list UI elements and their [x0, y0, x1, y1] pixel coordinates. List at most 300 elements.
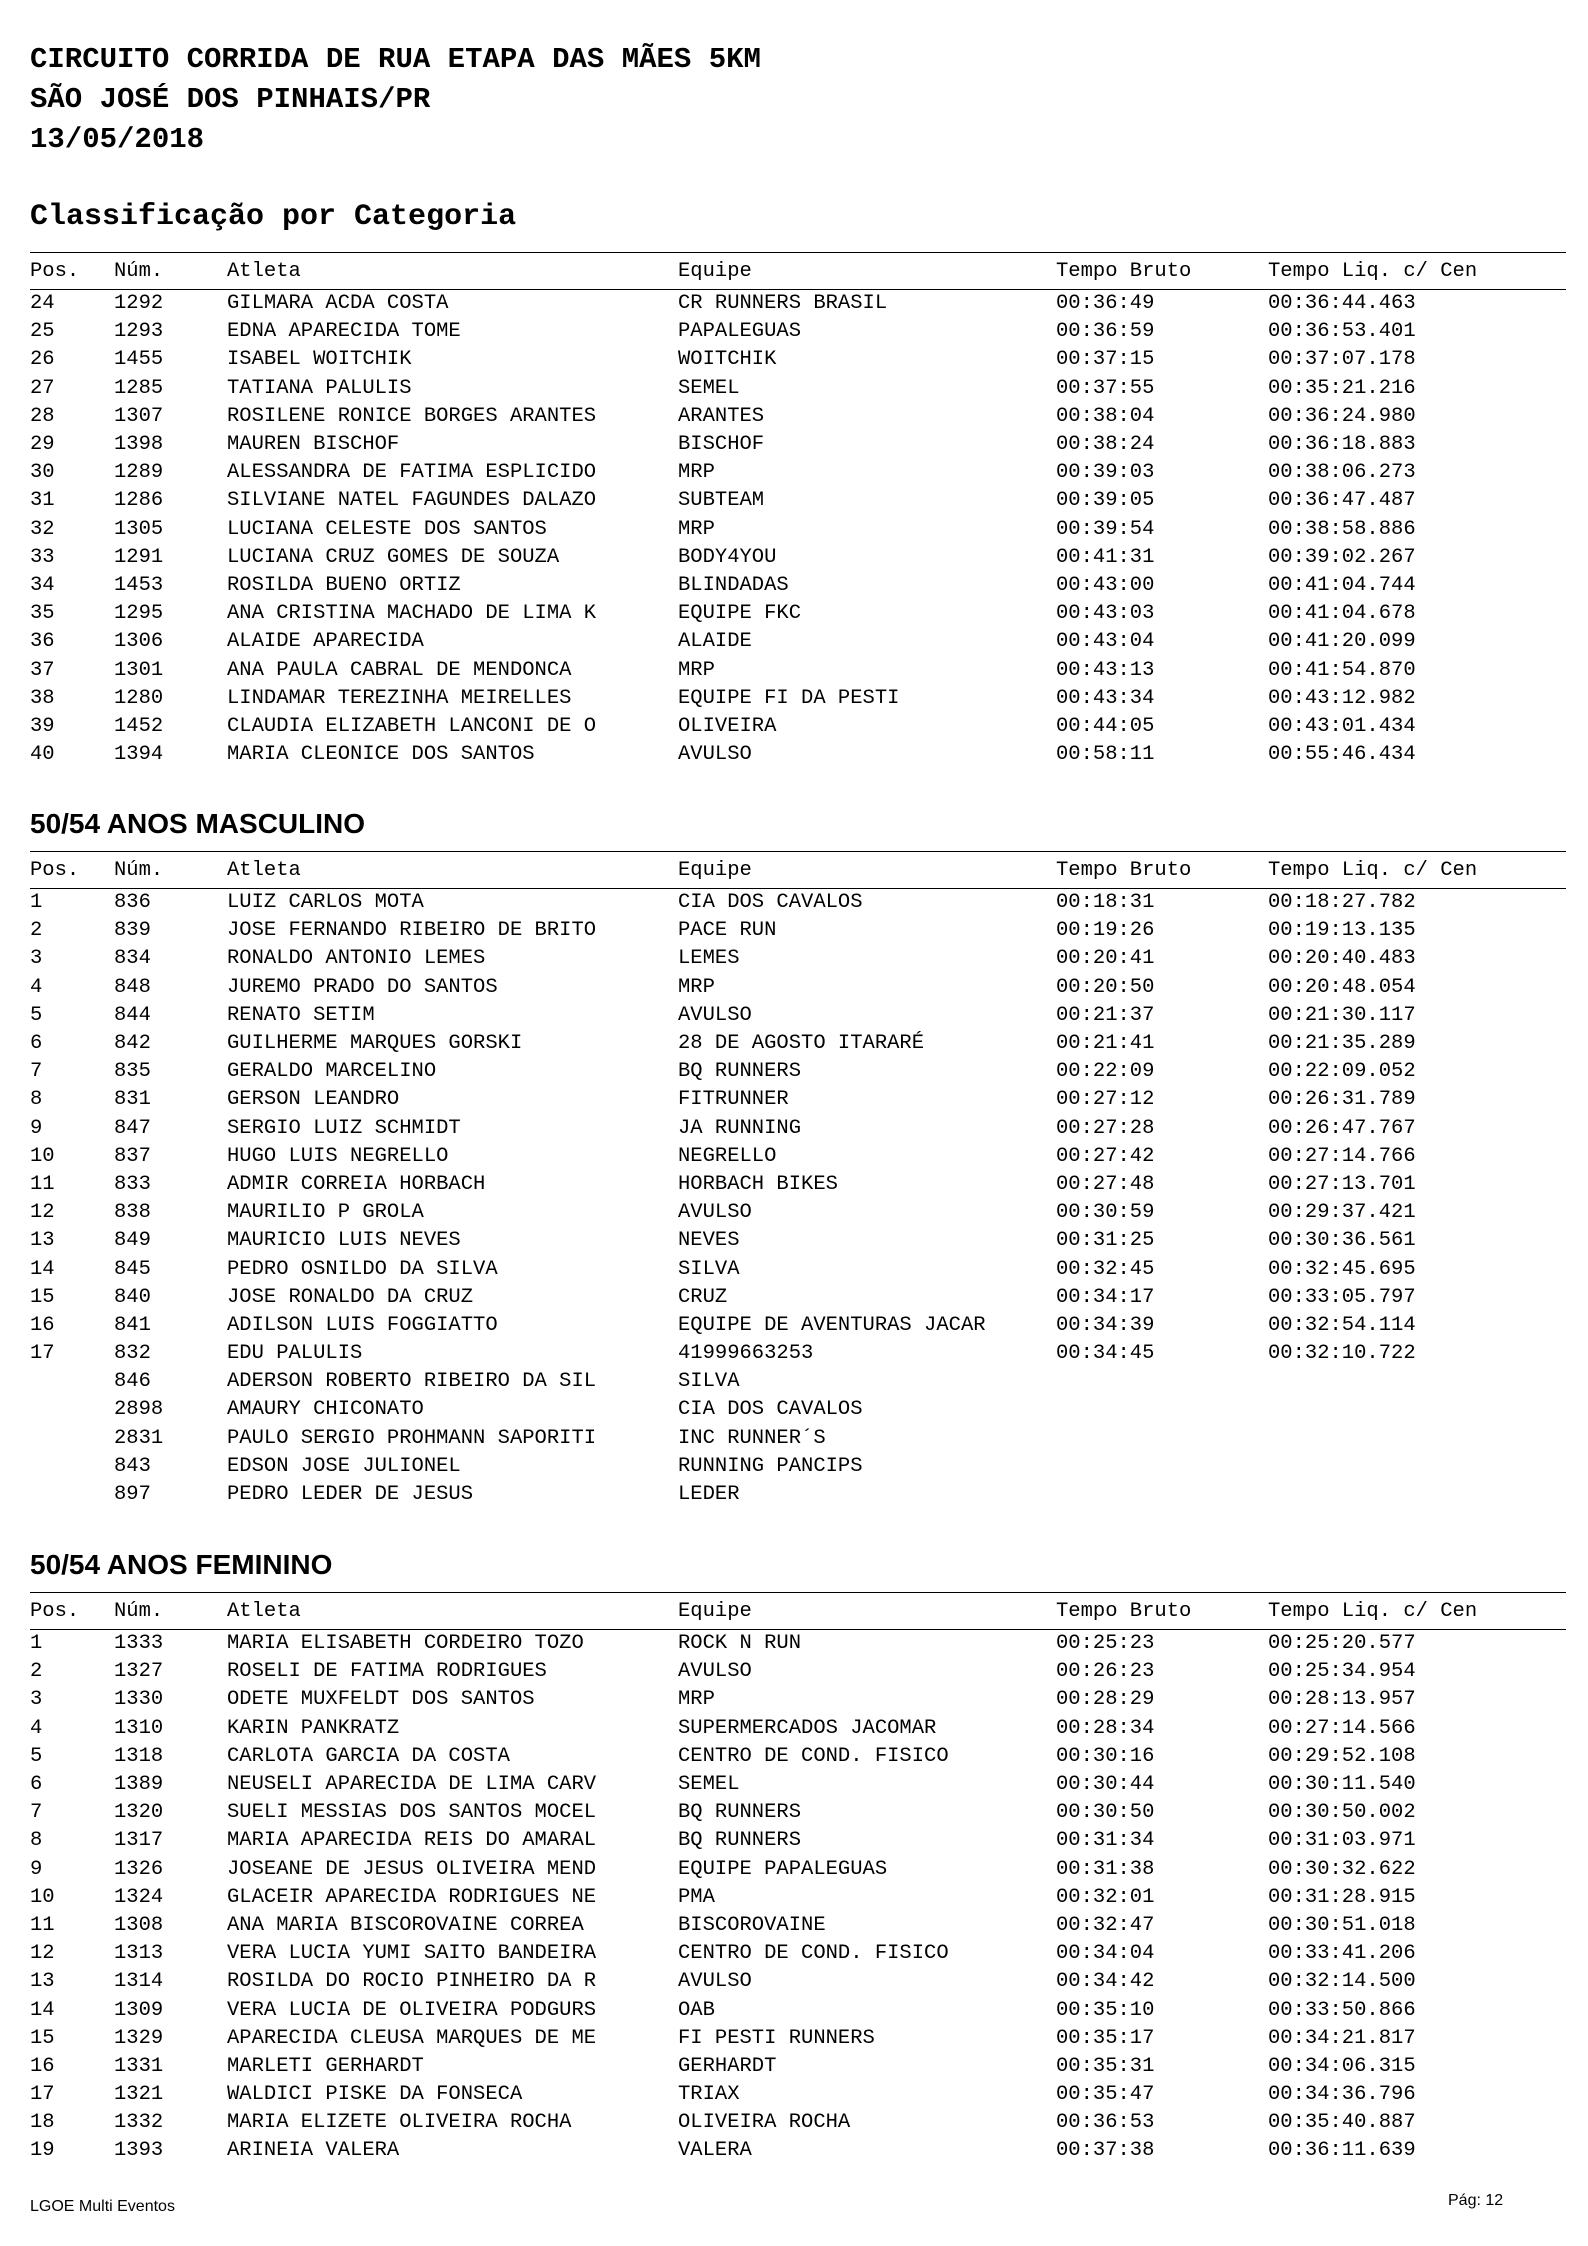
cell-team: SILVA: [678, 1257, 740, 1281]
results-table: [30, 252, 1566, 769]
cell-gross-time: 00:43:34: [1056, 686, 1155, 710]
cell-net-time: 00:21:35.289: [1268, 1032, 1416, 1056]
cell-net-time: 00:36:53.401: [1268, 320, 1416, 344]
table-row: [30, 656, 1566, 684]
cell-team: WOITCHIK: [678, 348, 777, 372]
cell-num: 897: [114, 1483, 151, 1507]
cell-gross-time: 00:41:31: [1056, 545, 1155, 569]
cell-pos: 11: [30, 1172, 55, 1196]
title-line: CIRCUITO CORRIDA DE RUA ETAPA DAS MÃES 5KM: [30, 43, 761, 76]
cell-team: JA RUNNING: [678, 1116, 802, 1140]
cell-pos: 29: [30, 433, 55, 457]
cell-athlete: JOSE RONALDO DA CRUZ: [227, 1285, 474, 1309]
cell-athlete: ROSILENE RONICE BORGES ARANTES: [227, 404, 597, 428]
cell-gross-time: 00:34:45: [1056, 1342, 1155, 1366]
table-row: [30, 945, 1566, 973]
cell-gross-time: 00:26:23: [1056, 1660, 1155, 1684]
cell-gross-time: 00:36:53: [1056, 2111, 1155, 2135]
cell-athlete: ROSILDA DO ROCIO PINHEIRO DA R: [227, 1970, 597, 1994]
footer-page-number: Pág: 12: [1448, 2192, 1504, 2209]
cell-net-time: 00:32:45.695: [1268, 1257, 1416, 1281]
cell-net-time: 00:37:07.178: [1268, 348, 1416, 372]
table-row: [30, 487, 1566, 515]
cell-athlete: ANA PAULA CABRAL DE MENDONCA: [227, 658, 572, 682]
cell-team: INC RUNNER´S: [678, 1426, 826, 1450]
cell-net-time: 00:32:10.722: [1268, 1342, 1416, 1366]
cell-athlete: ISABEL WOITCHIK: [227, 348, 412, 372]
cell-net-time: 00:30:51.018: [1268, 1913, 1416, 1937]
cell-num: 843: [114, 1454, 151, 1478]
cell-team: BQ RUNNERS: [678, 1060, 802, 1084]
cell-gross-time: 00:30:16: [1056, 1744, 1155, 1768]
table-row: [30, 346, 1566, 374]
cell-net-time: 00:39:02.267: [1268, 545, 1416, 569]
cell-athlete: JOSE FERNANDO RIBEIRO DE BRITO: [227, 919, 597, 943]
column-header-num: Núm.: [114, 259, 164, 283]
cell-team: 28 DE AGOSTO ITARARÉ: [678, 1032, 925, 1056]
cell-athlete: GUILHERME MARQUES GORSKI: [227, 1032, 523, 1056]
cell-num: 1318: [114, 1744, 164, 1768]
cell-net-time: 00:31:28.915: [1268, 1885, 1416, 1909]
cell-net-time: 00:18:27.782: [1268, 891, 1416, 915]
cell-net-time: 00:31:03.971: [1268, 1829, 1416, 1853]
column-header-team: Equipe: [678, 259, 752, 283]
cell-pos: 10: [30, 1144, 55, 1168]
table-row: [30, 1283, 1566, 1311]
table-row: [30, 1227, 1566, 1255]
report-subtitle: Classificação por Categoria: [30, 200, 517, 234]
column-header-gross-time: Tempo Bruto: [1056, 259, 1192, 283]
column-header-team: Equipe: [678, 858, 752, 882]
cell-team: OLIVEIRA ROCHA: [678, 2111, 851, 2135]
cell-net-time: 00:33:41.206: [1268, 1942, 1416, 1966]
cell-team: FITRUNNER: [678, 1088, 789, 1112]
column-header-net-time: Tempo Liq. c/ Cen: [1268, 858, 1478, 882]
cell-team: MRP: [678, 658, 715, 682]
cell-num: 1453: [114, 573, 164, 597]
cell-net-time: [1268, 1480, 1566, 1508]
cell-gross-time: 00:35:17: [1056, 2026, 1155, 2050]
cell-num: 1301: [114, 658, 164, 682]
cell-gross-time: 00:28:29: [1056, 1688, 1155, 1712]
cell-net-time: [1268, 1424, 1566, 1452]
cell-net-time: 00:22:09.052: [1268, 1060, 1416, 1084]
table-row: [30, 1170, 1566, 1198]
cell-pos: 11: [30, 1913, 55, 1937]
cell-gross-time: 00:21:41: [1056, 1032, 1155, 1056]
cell-gross-time: 00:31:34: [1056, 1829, 1155, 1853]
column-header-athlete: Atleta: [227, 858, 301, 882]
cell-num: 1393: [114, 2139, 164, 2163]
cell-athlete: ALESSANDRA DE FATIMA ESPLICIDO: [227, 461, 597, 485]
cell-pos: 14: [30, 1998, 55, 2022]
cell-athlete: LUCIANA CELESTE DOS SANTOS: [227, 517, 547, 541]
cell-net-time: 00:27:13.701: [1268, 1172, 1416, 1196]
cell-pos: 14: [30, 1257, 55, 1281]
table-row: [30, 1799, 1566, 1827]
cell-team: CIA DOS CAVALOS: [678, 891, 863, 915]
cell-pos: 13: [30, 1229, 55, 1253]
cell-team: TRIAX: [678, 2083, 740, 2107]
cell-gross-time: 00:44:05: [1056, 714, 1155, 738]
cell-num: 1295: [114, 602, 164, 626]
cell-net-time: 00:29:52.108: [1268, 1744, 1416, 1768]
table-row: [30, 1996, 1566, 2024]
cell-net-time: 00:33:05.797: [1268, 1285, 1416, 1309]
cell-net-time: 00:36:11.639: [1268, 2139, 1416, 2163]
cell-num: 1317: [114, 1829, 164, 1853]
table-row: [30, 1114, 1566, 1142]
cell-gross-time: 00:28:34: [1056, 1716, 1155, 1740]
cell-team: AVULSO: [678, 743, 752, 767]
cell-net-time: 00:30:50.002: [1268, 1801, 1416, 1825]
cell-team: MRP: [678, 975, 715, 999]
cell-team: AVULSO: [678, 1660, 752, 1684]
cell-team: GERHARDT: [678, 2054, 777, 2078]
cell-net-time: 00:36:18.883: [1268, 433, 1416, 457]
cell-team: EQUIPE PAPALEGUAS: [678, 1857, 888, 1881]
table-row: [30, 430, 1566, 458]
cell-num: 842: [114, 1032, 151, 1056]
cell-team: HORBACH BIKES: [678, 1172, 838, 1196]
cell-gross-time: 00:34:17: [1056, 1285, 1155, 1309]
cell-net-time: 00:34:21.817: [1268, 2026, 1416, 2050]
cell-gross-time: 00:43:04: [1056, 630, 1155, 654]
cell-num: 831: [114, 1088, 151, 1112]
table-row: [30, 1086, 1566, 1114]
cell-gross-time: 00:34:39: [1056, 1313, 1155, 1337]
cell-gross-time: 00:35:31: [1056, 2054, 1155, 2078]
cell-gross-time: 00:30:59: [1056, 1201, 1155, 1225]
table-row: [30, 889, 1566, 917]
cell-pos: 9: [30, 1857, 43, 1881]
cell-num: 847: [114, 1116, 151, 1140]
cell-num: 837: [114, 1144, 151, 1168]
cell-num: 1394: [114, 743, 164, 767]
cell-gross-time: 00:22:09: [1056, 1060, 1155, 1084]
cell-pos: 5: [30, 1003, 43, 1027]
cell-pos: 2: [30, 1660, 43, 1684]
cell-athlete: ANA CRISTINA MACHADO DE LIMA K: [227, 602, 597, 626]
cell-num: 1333: [114, 1632, 164, 1656]
cell-pos: 4: [30, 1716, 43, 1740]
cell-pos: 28: [30, 404, 55, 428]
cell-num: 1314: [114, 1970, 164, 1994]
cell-gross-time: 00:38:04: [1056, 404, 1155, 428]
cell-athlete: TATIANA PALULIS: [227, 376, 412, 400]
cell-athlete: SERGIO LUIZ SCHMIDT: [227, 1116, 461, 1140]
cell-athlete: AMAURY CHICONATO: [227, 1398, 424, 1422]
cell-net-time: 00:43:01.434: [1268, 714, 1416, 738]
cell-athlete: SUELI MESSIAS DOS SANTOS MOCEL: [227, 1801, 597, 1825]
cell-pos: 7: [30, 1801, 43, 1825]
cell-team: ROCK N RUN: [678, 1632, 802, 1656]
cell-net-time: 00:32:54.114: [1268, 1313, 1416, 1337]
cell-pos: [30, 1480, 114, 1508]
cell-athlete: MARIA ELIZETE OLIVEIRA ROCHA: [227, 2111, 572, 2135]
table-row: [30, 628, 1566, 656]
cell-net-time: 00:34:06.315: [1268, 2054, 1416, 2078]
cell-team: BISCOROVAINE: [678, 1913, 826, 1937]
cell-net-time: 00:38:58.886: [1268, 517, 1416, 541]
cell-net-time: 00:26:47.767: [1268, 1116, 1416, 1140]
cell-team: NEGRELLO: [678, 1144, 777, 1168]
cell-team: SEMEL: [678, 1773, 740, 1797]
table-row: [30, 2081, 1566, 2109]
cell-athlete: EDSON JOSE JULIONEL: [227, 1454, 461, 1478]
title-line: 13/05/2018: [30, 123, 205, 156]
cell-pos: 1: [30, 891, 43, 915]
cell-gross-time: 00:43:03: [1056, 602, 1155, 626]
cell-athlete: VERA LUCIA DE OLIVEIRA PODGURS: [227, 1998, 597, 2022]
cell-num: 1305: [114, 517, 164, 541]
cell-num: 849: [114, 1229, 151, 1253]
cell-pos: [30, 1452, 114, 1480]
cell-team: EQUIPE FKC: [678, 602, 802, 626]
cell-gross-time: 00:39:54: [1056, 517, 1155, 541]
cell-gross-time: 00:37:55: [1056, 376, 1155, 400]
cell-num: 1452: [114, 714, 164, 738]
cell-pos: 37: [30, 658, 55, 682]
cell-athlete: PEDRO OSNILDO DA SILVA: [227, 1257, 498, 1281]
cell-athlete: MAURICIO LUIS NEVES: [227, 1229, 461, 1253]
cell-gross-time: 00:25:23: [1056, 1632, 1155, 1656]
cell-num: 1330: [114, 1688, 164, 1712]
cell-num: 1307: [114, 404, 164, 428]
cell-athlete: PAULO SERGIO PROHMANN SAPORITI: [227, 1426, 597, 1450]
cell-athlete: ROSILDA BUENO ORTIZ: [227, 573, 461, 597]
cell-pos: 31: [30, 489, 55, 513]
cell-net-time: 00:28:13.957: [1268, 1688, 1416, 1712]
cell-gross-time: 00:37:38: [1056, 2139, 1155, 2163]
cell-athlete: ARINEIA VALERA: [227, 2139, 400, 2163]
cell-num: 1308: [114, 1913, 164, 1937]
cell-pos: 40: [30, 743, 55, 767]
cell-pos: [30, 1396, 114, 1424]
cell-net-time: [1268, 1396, 1566, 1424]
cell-net-time: 00:21:30.117: [1268, 1003, 1416, 1027]
cell-num: 1320: [114, 1801, 164, 1825]
cell-athlete: RENATO SETIM: [227, 1003, 375, 1027]
cell-team: AVULSO: [678, 1003, 752, 1027]
cell-team: PAPALEGUAS: [678, 320, 802, 344]
cell-pos: 27: [30, 376, 55, 400]
cell-gross-time: 00:30:50: [1056, 1801, 1155, 1825]
table-row: [30, 741, 1566, 769]
cell-team: PACE RUN: [678, 919, 777, 943]
table-row: [30, 1311, 1566, 1339]
cell-num: 1286: [114, 489, 164, 513]
cell-pos: 24: [30, 292, 55, 316]
cell-net-time: 00:26:31.789: [1268, 1088, 1416, 1112]
cell-athlete: MARLETI GERHARDT: [227, 2054, 424, 2078]
cell-athlete: EDU PALULIS: [227, 1342, 363, 1366]
cell-gross-time: 00:21:37: [1056, 1003, 1155, 1027]
column-header-pos: Pos.: [30, 1599, 80, 1623]
table-row: [30, 1686, 1566, 1714]
cell-net-time: 00:32:14.500: [1268, 1970, 1416, 1994]
cell-num: 834: [114, 947, 151, 971]
table-row: [30, 1058, 1566, 1086]
cell-num: 838: [114, 1201, 151, 1225]
cell-gross-time: 00:31:25: [1056, 1229, 1155, 1253]
column-header-athlete: Atleta: [227, 259, 301, 283]
cell-pos: 26: [30, 348, 55, 372]
cell-team: OLIVEIRA: [678, 714, 777, 738]
cell-net-time: 00:43:12.982: [1268, 686, 1416, 710]
table-row: [30, 1630, 1566, 1658]
cell-pos: 32: [30, 517, 55, 541]
cell-athlete: MAUREN BISCHOF: [227, 433, 400, 457]
results-section-continued: [30, 252, 1566, 769]
cell-gross-time: 00:34:42: [1056, 1970, 1155, 1994]
cell-gross-time: 00:39:05: [1056, 489, 1155, 513]
cell-num: 833: [114, 1172, 151, 1196]
cell-team: FI PESTI RUNNERS: [678, 2026, 875, 2050]
cell-team: NEVES: [678, 1229, 740, 1253]
cell-pos: [30, 1424, 114, 1452]
column-header-pos: Pos.: [30, 858, 80, 882]
cell-num: 848: [114, 975, 151, 999]
cell-team: SUBTEAM: [678, 489, 765, 513]
cell-pos: 3: [30, 1688, 43, 1712]
cell-num: 845: [114, 1257, 151, 1281]
table-row: [30, 1142, 1566, 1170]
cell-gross-time: [1056, 1396, 1268, 1424]
cell-pos: 7: [30, 1060, 43, 1084]
cell-athlete: ODETE MUXFELDT DOS SANTOS: [227, 1688, 535, 1712]
cell-net-time: [1268, 1452, 1566, 1480]
cell-pos: 3: [30, 947, 43, 971]
cell-pos: 17: [30, 1342, 55, 1366]
cell-athlete: HUGO LUIS NEGRELLO: [227, 1144, 449, 1168]
cell-num: 844: [114, 1003, 151, 1027]
cell-athlete: SILVIANE NATEL FAGUNDES DALAZO: [227, 489, 597, 513]
cell-athlete: ADMIR CORREIA HORBACH: [227, 1172, 486, 1196]
table-row: [30, 1968, 1566, 1996]
cell-athlete: JOSEANE DE JESUS OLIVEIRA MEND: [227, 1857, 597, 1881]
cell-net-time: 00:30:11.540: [1268, 1773, 1416, 1797]
cell-net-time: 00:35:40.887: [1268, 2111, 1416, 2135]
cell-gross-time: 00:27:12: [1056, 1088, 1155, 1112]
cell-net-time: 00:27:14.766: [1268, 1144, 1416, 1168]
table-row: [30, 290, 1566, 318]
cell-athlete: MARIA ELISABETH CORDEIRO TOZO: [227, 1632, 584, 1656]
cell-gross-time: [1056, 1480, 1268, 1508]
cell-team: AVULSO: [678, 1201, 752, 1225]
cell-pos: 18: [30, 2111, 55, 2135]
cell-num: 1292: [114, 292, 164, 316]
cell-athlete: LUIZ CARLOS MOTA: [227, 891, 424, 915]
cell-athlete: LUCIANA CRUZ GOMES DE SOUZA: [227, 545, 560, 569]
cell-gross-time: [1056, 1452, 1268, 1480]
cell-team: VALERA: [678, 2139, 752, 2163]
cell-num: 1329: [114, 2026, 164, 2050]
cell-pos: 25: [30, 320, 55, 344]
cell-net-time: 00:25:34.954: [1268, 1660, 1416, 1684]
cell-num: 832: [114, 1342, 151, 1366]
cell-pos: 35: [30, 602, 55, 626]
cell-team: CENTRO DE COND. FISICO: [678, 1744, 949, 1768]
cell-athlete: GLACEIR APARECIDA RODRIGUES NE: [227, 1885, 597, 1909]
cell-pos: 16: [30, 1313, 55, 1337]
cell-athlete: NEUSELI APARECIDA DE LIMA CARV: [227, 1773, 597, 1797]
cell-pos: 15: [30, 1285, 55, 1309]
table-row: [30, 1940, 1566, 1968]
cell-gross-time: 00:35:10: [1056, 1998, 1155, 2022]
cell-pos: 5: [30, 1744, 43, 1768]
cell-pos: 38: [30, 686, 55, 710]
table-row: [30, 1742, 1566, 1770]
cell-gross-time: 00:32:45: [1056, 1257, 1155, 1281]
table-row: [30, 1029, 1566, 1057]
table-header-row: [30, 253, 1566, 290]
cell-gross-time: 00:20:41: [1056, 947, 1155, 971]
cell-athlete: ADERSON ROBERTO RIBEIRO DA SIL: [227, 1370, 597, 1394]
cell-gross-time: [1056, 1424, 1268, 1452]
cell-gross-time: 00:27:42: [1056, 1144, 1155, 1168]
cell-num: 1289: [114, 461, 164, 485]
cell-team: BQ RUNNERS: [678, 1801, 802, 1825]
table-row: [30, 318, 1566, 346]
cell-athlete: JUREMO PRADO DO SANTOS: [227, 975, 498, 999]
results-section-50-54-feminino: [30, 1546, 1566, 2165]
table-row: [30, 1658, 1566, 1686]
cell-gross-time: 00:35:47: [1056, 2083, 1155, 2107]
cell-athlete: EDNA APARECIDA TOME: [227, 320, 461, 344]
cell-net-time: 00:20:48.054: [1268, 975, 1416, 999]
table-row: [30, 459, 1566, 487]
cell-athlete: GILMARA ACDA COSTA: [227, 292, 449, 316]
table-row: [30, 1001, 1566, 1029]
cell-net-time: 00:36:44.463: [1268, 292, 1416, 316]
cell-pos: 34: [30, 573, 55, 597]
cell-athlete: GERALDO MARCELINO: [227, 1060, 437, 1084]
cell-pos: 9: [30, 1116, 43, 1140]
cell-pos: 13: [30, 1970, 55, 1994]
cell-net-time: 00:30:36.561: [1268, 1229, 1416, 1253]
cell-team: BODY4YOU: [678, 545, 777, 569]
cell-net-time: 00:33:50.866: [1268, 1998, 1416, 2022]
cell-team: CR RUNNERS BRASIL: [678, 292, 888, 316]
column-header-gross-time: Tempo Bruto: [1056, 1599, 1192, 1623]
cell-num: 840: [114, 1285, 151, 1309]
cell-gross-time: 00:32:47: [1056, 1913, 1155, 1937]
cell-pos: 36: [30, 630, 55, 654]
cell-gross-time: 00:20:50: [1056, 975, 1155, 999]
cell-num: 1310: [114, 1716, 164, 1740]
cell-num: 1326: [114, 1857, 164, 1881]
cell-num: 1313: [114, 1942, 164, 1966]
results-table: [30, 1592, 1566, 2165]
cell-athlete: ALAIDE APARECIDA: [227, 630, 424, 654]
cell-athlete: CARLOTA GARCIA DA COSTA: [227, 1744, 510, 1768]
cell-team: EQUIPE FI DA PESTI: [678, 686, 900, 710]
cell-net-time: 00:34:36.796: [1268, 2083, 1416, 2107]
cell-pos: 15: [30, 2026, 55, 2050]
cell-num: 1389: [114, 1773, 164, 1797]
category-heading: 50/54 ANOS FEMININO: [30, 1549, 333, 1580]
table-row: [30, 2024, 1566, 2052]
results-section-50-54-masculino: [30, 805, 1566, 1509]
table-row: [30, 1255, 1566, 1283]
table-row: [30, 402, 1566, 430]
table-row: [30, 1340, 1566, 1368]
cell-pos: 4: [30, 975, 43, 999]
cell-team: SILVA: [678, 1370, 740, 1394]
table-row: [30, 917, 1566, 945]
table-row: [30, 1855, 1566, 1883]
